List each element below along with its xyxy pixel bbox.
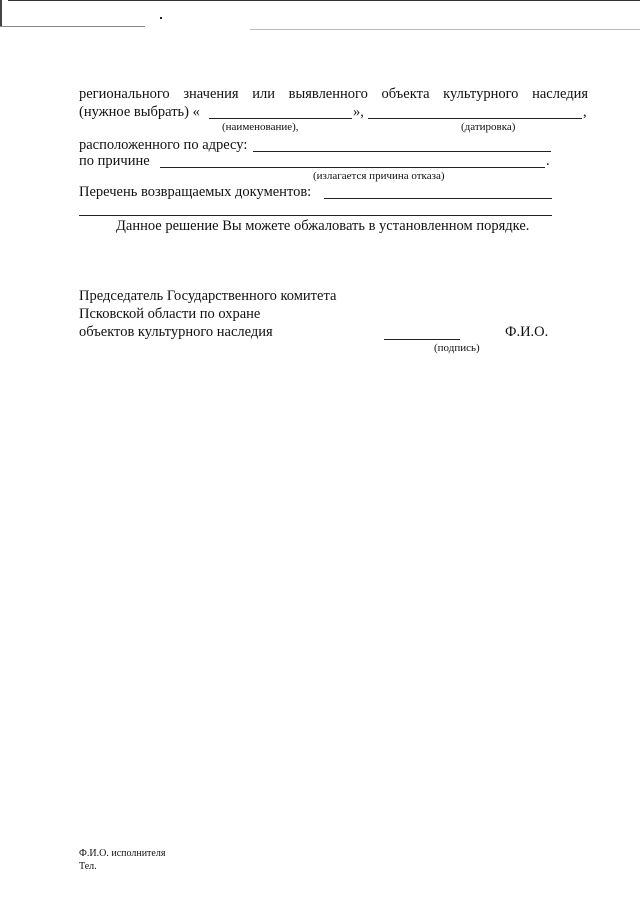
scan-underline [0, 26, 145, 27]
signature-line-3: объектов культурного наследия [79, 324, 273, 340]
reason-blank [160, 167, 545, 168]
signature-line-1: Председатель Государственного комитета [79, 288, 337, 304]
body-line-2-end: , [583, 104, 587, 120]
name-blank [209, 118, 352, 119]
caption-name: (наименование), [222, 121, 299, 133]
caption-dating: (датировка) [461, 121, 516, 133]
docs-blank-2 [79, 215, 552, 216]
caption-sign: (подпись) [434, 342, 480, 354]
reason-label: по причине [79, 153, 150, 169]
body-line-2-prefix: (нужное выбрать) « [79, 104, 200, 120]
body-line-2-mid: », [353, 104, 364, 120]
address-blank [253, 151, 551, 152]
scan-border [0, 0, 640, 30]
address-label: расположенного по адресу: [79, 137, 248, 153]
phone-label: Тел. [79, 861, 97, 872]
fio-label: Ф.И.О. [505, 324, 549, 340]
dating-blank [368, 118, 582, 119]
caption-reason: (излагается причина отказа) [313, 170, 445, 182]
docs-label: Перечень возвращаемых документов: [79, 184, 312, 200]
signature-blank [384, 339, 460, 340]
reason-end: . [546, 153, 550, 169]
docs-blank [324, 198, 552, 199]
scan-top-line [8, 0, 640, 1]
executor-label: Ф.И.О. исполнителя [79, 848, 166, 859]
body-line-1: регионального значения или выявленного объекта культурного наследия [79, 86, 588, 102]
signature-line-2: Псковской области по охране [79, 306, 261, 322]
appeal-text: Данное решение Вы можете обжаловать в установленном порядке. [116, 218, 530, 234]
scan-left-line [0, 0, 2, 27]
scan-mid-line [250, 29, 640, 30]
scan-speck [160, 17, 162, 19]
